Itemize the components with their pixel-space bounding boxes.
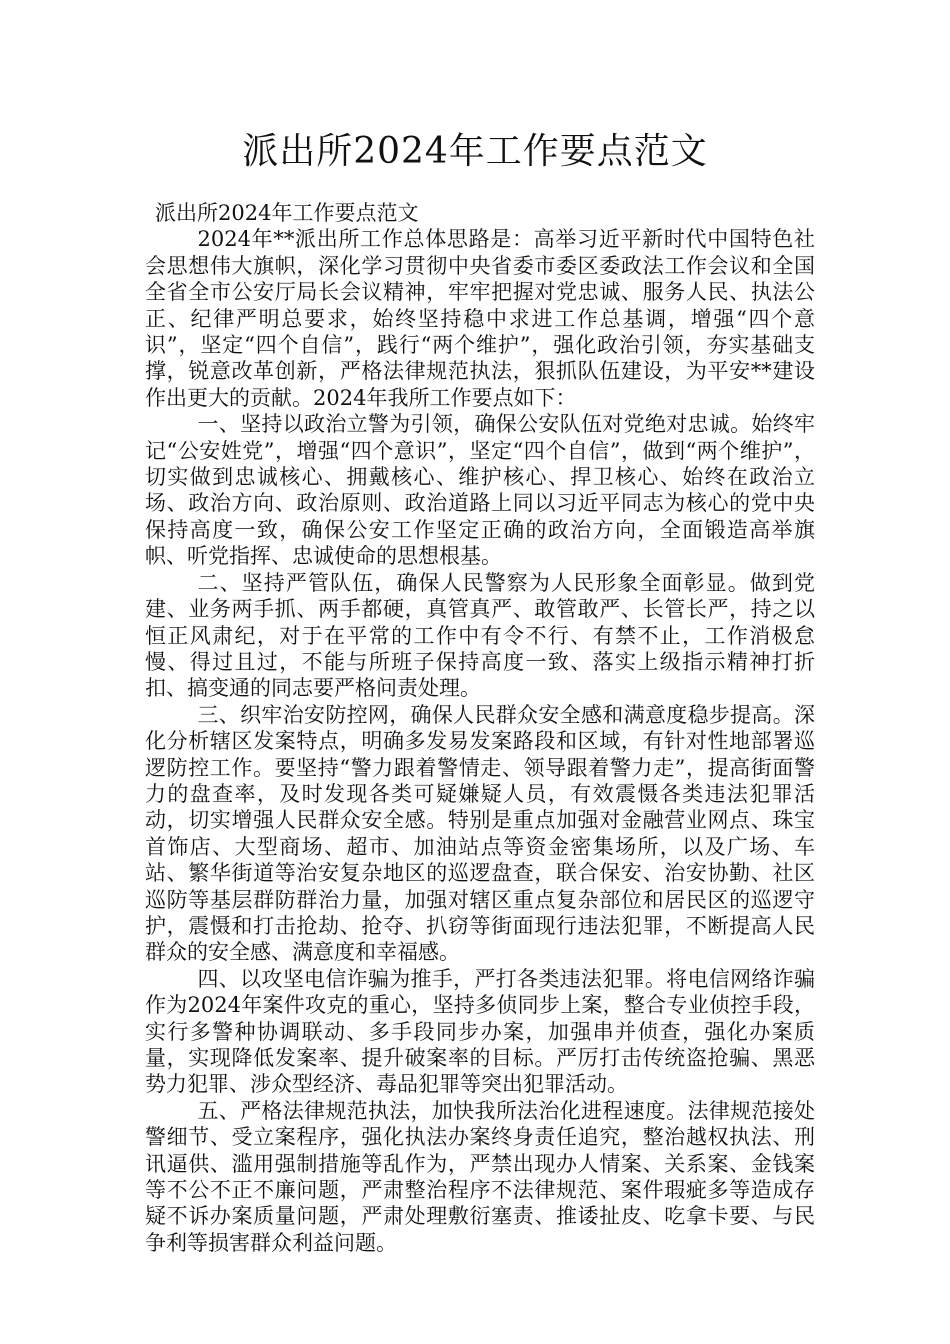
paragraph-4: 四、以攻坚电信诈骗为推手，严打各类违法犯罪。将电信网络诈骗作为2024年案件攻克的重心，坚持多侦同步上案，整合专业侦控手段，实行多警种协调联动、多手段同步办案，加强串并侦查，强化办案质量，实现降低发案率、提升破案率的目标。严厉打击传统盗抢骗、黑恶势力犯罪、涉众型经济、毒品犯罪等突出犯罪活动。 <box>145 966 815 1097</box>
document-subtitle: 派出所2024年工作要点范文 <box>155 201 419 225</box>
document-body <box>145 200 815 1256</box>
paragraph-3: 三、织牢治安防控网，确保人民群众安全感和满意度稳步提高。深化分析辖区发案特点，明确多发易发案路段和区域，有针对性地部署巡逻防控工作。要坚持“警力跟着警情走、领导跟着警力走”，提高街面警力的盘查率，及时发现各类可疑嫌疑人员，有效震慑各类违法犯罪活动，切实增强人民群众安全感。特别是重点加强对金融营业网点、珠宝首饰店、大型商场、超市、加油站点等资金密集场所，以及广场、车站、繁华街道等治安复杂地区的巡逻盘查，联合保安、治安协勤、社区巡防等基层群防群治力量，加强对辖区重点复杂部位和居民区的巡逻守护，震慑和打击抢劫、抢夺、扒窃等街面现行违法犯罪，不断提高人民群众的安全感、满意度和幸福感。 <box>145 702 815 965</box>
paragraph-1: 一、坚持以政治立警为引领，确保公安队伍对党绝对忠诚。始终牢记“公安姓党”，增强“四个意识”，坚定“四个自信”，做到“两个维护”，切实做到忠诚核心、拥戴核心、维护核心、捍卫核心、始终在政治立场、政治方向、政治原则、政治道路上同以习近平同志为核心的党中央保持高度一致，确保公安工作坚定正确的政治方向，全面锻造高举旗帜、听党指挥、忠诚使命的思想根基。 <box>145 412 815 569</box>
paragraph-intro: 2024年**派出所工作总体思路是：高举习近平新时代中国特色社会思想伟大旗帜，深化学习贯彻中央省委市委区委政法工作会议和全国全省全市公安厅局长会议精神，牢牢把握对党忠诚、服务人民、执法公正、纪律严明总要求，始终坚持稳中求进工作总基调，增强“四个意识”，坚定“四个自信”，践行“两个维护”，强化政治引领，夯实基础支撑，锐意改革创新，严格法律规范执法，狠抓队伍建设，为平安**建设作出更大的贡献。2024年我所工作要点如下： <box>145 227 815 410</box>
paragraph-2: 二、坚持严管队伍，确保人民警察为人民形象全面彰显。做到党建、业务两手抓、两手都硬，真管真严、敢管敢严、长管长严，持之以恒正风肃纪，对于在平常的工作中有令不行、有禁不止，工作消极怠慢、得过且过，不能与所班子保持高度一致、落实上级指示精神打折扣、搞变通的同志要严格问责处理。 <box>145 570 815 701</box>
document-title: 派出所2024年工作要点范文 <box>242 131 708 172</box>
paragraph-5: 五、严格法律规范执法，加快我所法治化进程速度。法律规范接处警细节、受立案程序，强化执法办案终身责任追究，整治越权执法、刑讯逼供、滥用强制措施等乱作为，严禁出现办人情案、关系案、金钱案等不公不正不廉问题，严肃整治程序不法律规范、案件瑕疵多等造成存疑不诉办案质量问题，严肃处理敷衍塞责、推诿扯皮、吃拿卡要、与民争利等损害群众利益问题。 <box>145 1098 815 1255</box>
